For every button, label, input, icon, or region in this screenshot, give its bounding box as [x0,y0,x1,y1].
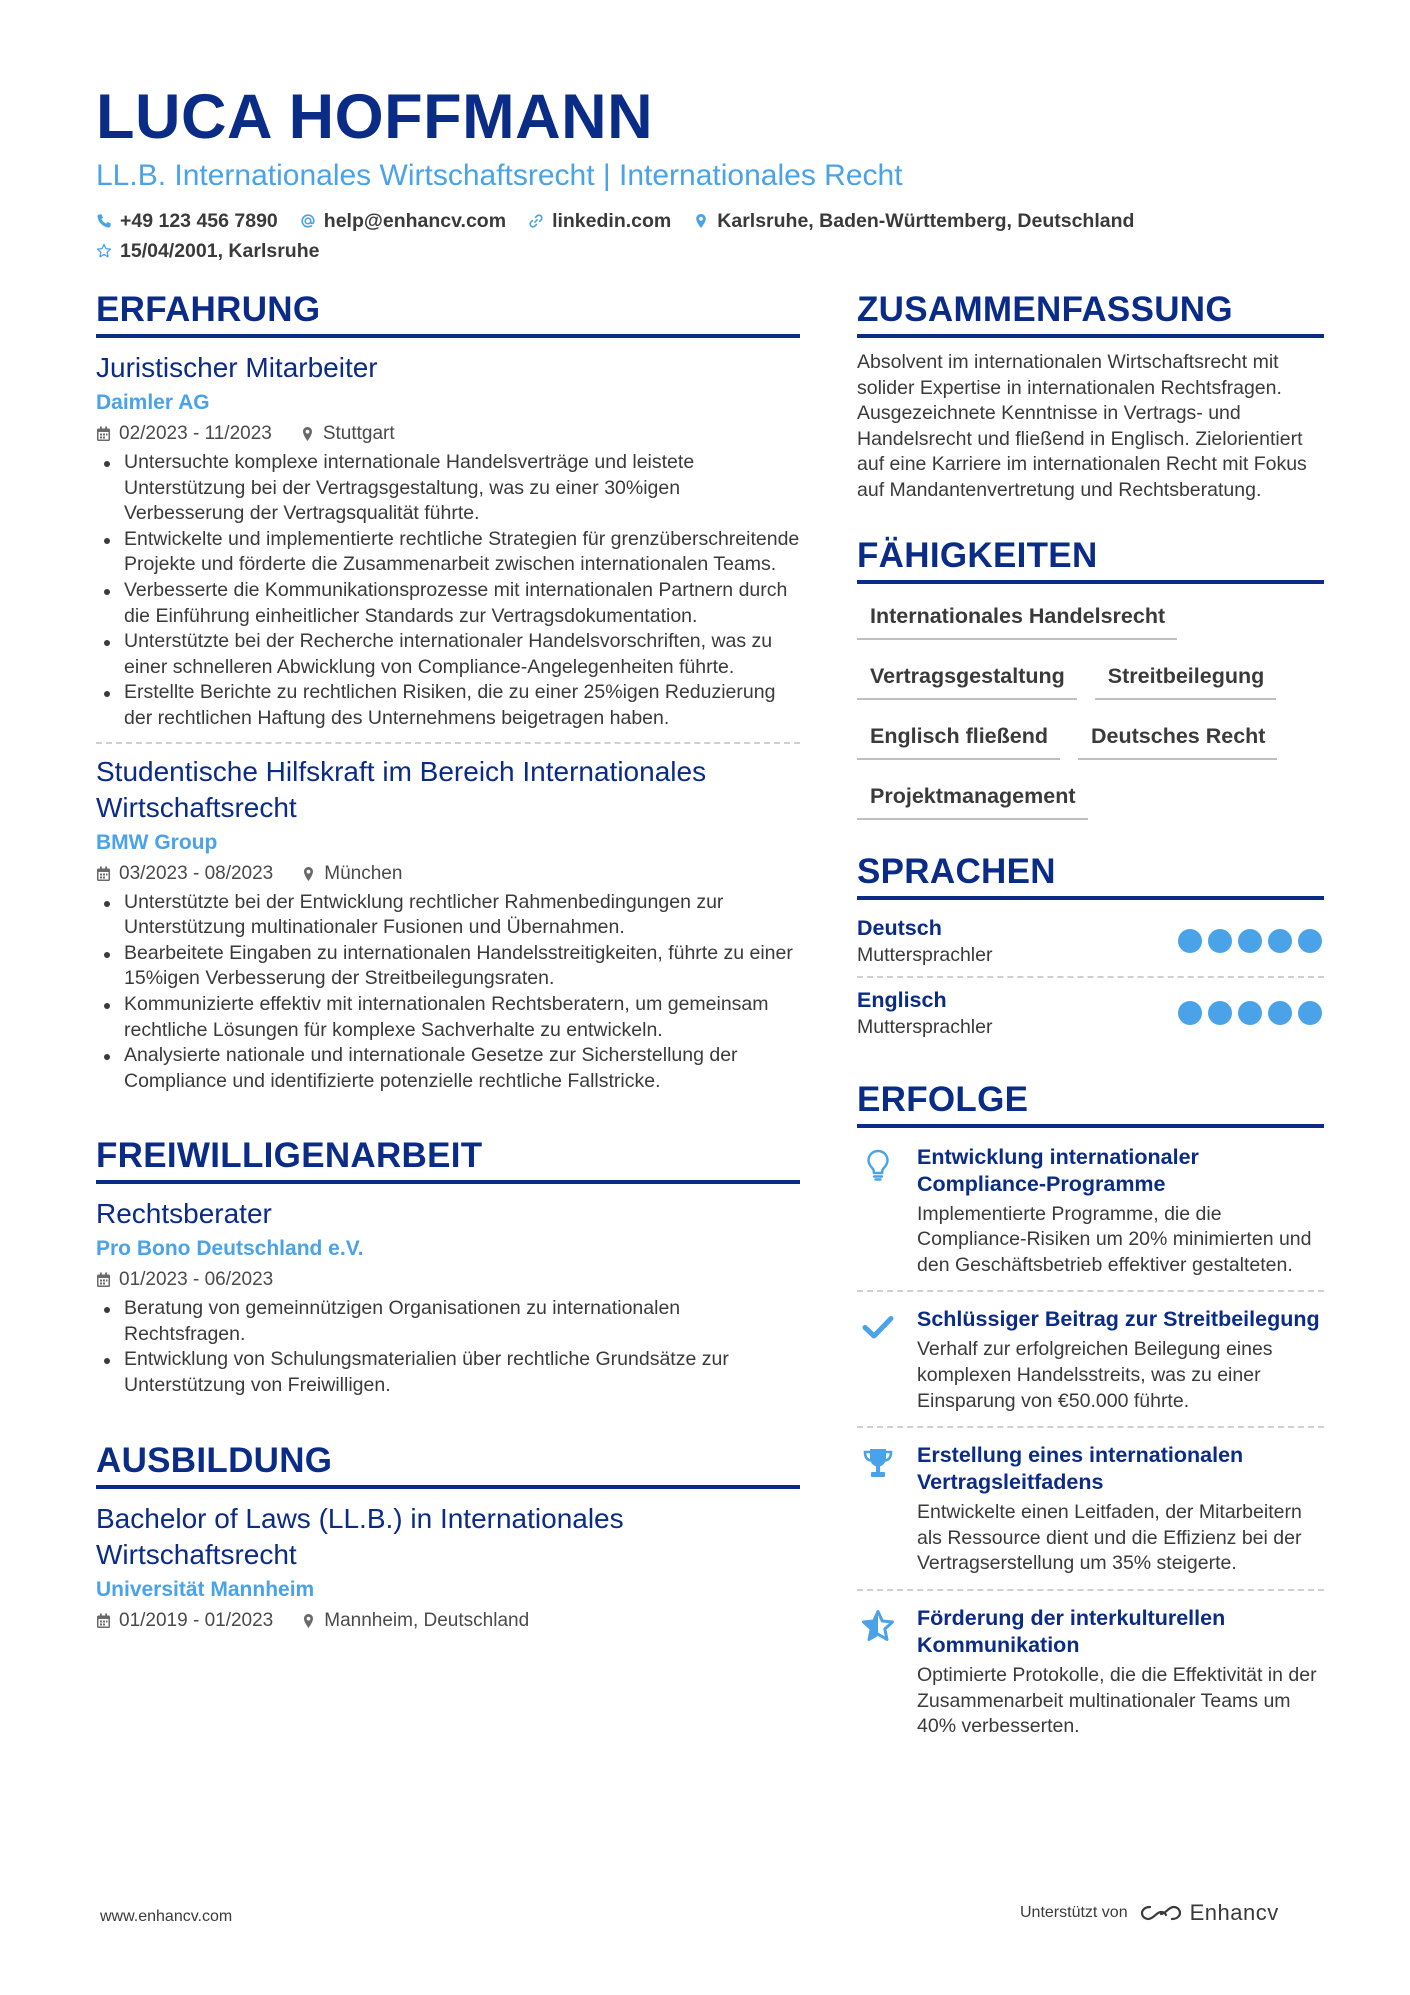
experience-section [96,288,800,1104]
volunteer-role: Rechtsberater [96,1198,272,1230]
language-name: Englisch [857,987,947,1012]
contact-phone[interactable] [96,208,278,234]
contact-email[interactable] [300,208,506,234]
calendar-icon [96,1272,111,1288]
rating-dot [1238,1001,1262,1025]
education-dates-text: 01/2019 - 01/2023 [119,1609,274,1631]
language-rating [1178,929,1322,953]
company-name: Daimler AG [96,391,210,414]
footer-branding [1020,1900,1279,1926]
job-meta [96,420,800,448]
job-title: Studentische Hilfskraft im Bereich Internationales Wirtschaftsrecht [96,755,707,823]
rating-dot [1208,929,1232,953]
volunteer-section [96,1134,800,1408]
bullet-item: Kommunizierte effektiv mit internationalen Rechtsberatern, um gemeinsam rechtliche Lösungen für komplexe Sachverhalte zu entwickeln. [96,992,800,1043]
skill-tag: Internationales Handelsrecht [857,596,1177,640]
language-level: Muttersprachler [857,1015,993,1038]
brand-name: Enhancv [1189,1900,1279,1925]
volunteer-dates-text: 01/2023 - 06/2023 [119,1269,274,1291]
contact-location [693,208,1134,234]
left-column [96,288,800,1675]
achievement-title: Schlüssiger Beitrag zur Streitbeilegung [917,1307,1320,1332]
company-name: BMW Group [96,830,218,854]
skill-tag: Streitbeilegung [1095,656,1276,700]
candidate-headline: LL.B. Internationales Wirtschaftsrecht | Internationales Recht [96,159,903,192]
achievement-entry [857,1426,1324,1589]
volunteer-bullets [96,1296,800,1398]
map-pin-icon [300,426,315,442]
education-entry [96,1501,800,1645]
summary-heading: ZUSAMMENFASSUNG [857,288,1324,338]
map-pin-icon [301,866,316,882]
bullet-item: Entwickelte und implementierte rechtliche Strategien für grenzüberschreitende Projekte und förderte die Zusammenarbeit zwischen internationalen Teams. [96,527,800,578]
experience-heading: ERFAHRUNG [96,288,800,338]
bullet-item: Untersuchte komplexe internationale Handelsverträge und leistete Unterstützung bei der Vertragsgestaltung, was zu einer 30%igen Verbesserung der Vertragsqualität führte. [96,450,800,527]
volunteer-heading: FREIWILLIGENARBEIT [96,1134,800,1184]
job-bullets [96,450,800,732]
bullet-item: Unterstützte bei der Entwicklung rechtlicher Rahmenbedingungen zur Unterstützung multinationaler Fusionen und Übernahmen. [96,890,800,941]
job-dates-text: 02/2023 - 11/2023 [119,423,272,444]
job-location-text: München [324,862,403,884]
education-location-text: Mannheim, Deutschland [324,1609,530,1631]
contact-list [96,208,1316,264]
rating-dot [1298,929,1322,953]
map-pin-icon [301,1613,316,1629]
education-dates [96,1607,273,1635]
experience-entry [96,350,800,742]
volunteer-entry [96,1196,800,1408]
achievement-title: Entwicklung internationaler Compliance-Programme [917,1144,1199,1196]
bullet-item: Bearbeitete Eingaben zu internationalen Handelsstreitigkeiten, führte zu einer 15%igen Verbesserung der Streitbeilegungsraten. [96,941,800,992]
achievement-title: Förderung der interkulturellen Kommunikation [917,1605,1226,1657]
achievement-description: Implementierte Programme, die die Compliance-Risiken um 20% minimierten und den Geschäftsbetrieb effektiver gestalteten. [917,1202,1312,1276]
education-meta [96,1607,800,1635]
achievement-title: Erstellung eines internationalen Vertragsleitfadens [917,1443,1244,1495]
infinity-logo-icon [1138,1901,1184,1925]
achievement-entry [857,1140,1324,1291]
right-column [857,288,1324,1782]
achievement-description: Optimierte Protokolle, die die Effektivität in der Zusammenarbeit multinationaler Teams um 40% verbesserten. [917,1663,1317,1738]
job-bullets [96,890,800,1095]
calendar-icon [96,1613,111,1629]
star-outline-icon [96,243,112,259]
volunteer-meta [96,1266,800,1294]
contact-linkedin-text: linkedin.com [552,210,672,232]
at-sign-icon [300,213,316,229]
calendar-icon [96,866,111,882]
contact-email-text: help@enhancv.com [323,210,507,232]
achievement-description: Entwickelte einen Leitfaden, der Mitarbeitern als Ressource dient und die Effizienz bei der Vertragserstellung um 35% steigerte. [917,1501,1302,1575]
resume-header [96,82,1316,264]
skills-section [857,534,1324,820]
rating-dot [1178,1001,1202,1025]
phone-icon [96,213,112,229]
checkmark-icon [857,1306,899,1414]
calendar-icon [96,426,111,442]
language-rating [1178,1001,1322,1025]
rating-dot [1298,1001,1322,1025]
lightbulb-icon [857,1144,899,1279]
experience-entry [96,742,800,1105]
bullet-item: Beratung von gemeinnützigen Organisationen zu internationalen Rechtsfragen. [96,1296,800,1347]
job-title: Juristischer Mitarbeiter [96,352,378,383]
language-entry [857,976,1324,1048]
languages-heading: SPRACHEN [857,850,1324,900]
contact-location-text: Karlsruhe, Baden-Württemberg, Deutschland [717,210,1135,232]
education-heading: AUSBILDUNG [96,1439,800,1489]
job-location-text: Stuttgart [322,423,395,444]
job-location [300,420,395,448]
bullet-item: Erstellte Berichte zu rechtlichen Risiken, die zu einer 25%igen Reduzierung der rechtlichen Haftung des Unternehmens beigetragen haben. [96,680,800,731]
languages-section [857,850,1324,1048]
powered-by-label: Unterstützt von [1020,1904,1128,1921]
achievement-entry [857,1290,1324,1426]
skill-tag: Vertragsgestaltung [857,656,1077,700]
footer-website[interactable]: www.enhancv.com [100,1908,233,1925]
skill-tag: Projektmanagement [857,776,1088,820]
bullet-item: Entwicklung von Schulungsmaterialien über rechtliche Grundsätze zur Unterstützung von Freiwilligen. [96,1347,800,1398]
trophy-icon [857,1442,899,1577]
bullet-item: Analysierte nationale und internationale Gesetze zur Sicherstellung der Compliance und identifizierte potenzielle rechtliche Fallstricke. [96,1043,800,1094]
contact-phone-text: +49 123 456 7890 [120,210,278,232]
job-dates [96,420,272,448]
achievement-entry [857,1589,1324,1752]
skills-list [857,596,1324,820]
link-icon [528,213,544,229]
job-dates [96,860,273,888]
language-name: Deutsch [857,915,942,940]
map-pin-icon [693,213,709,229]
skills-heading: FÄHIGKEITEN [857,534,1324,584]
job-meta [96,860,800,888]
achievement-description: Verhalf zur erfolgreichen Beilegung eines komplexen Handelsstreits, was zu einer Einsparung von €50.000 führte. [917,1338,1273,1412]
rating-dot [1208,1001,1232,1025]
rating-dot [1178,929,1202,953]
job-location [301,860,402,888]
bullet-item: Unterstützte bei der Recherche internationaler Handelsvorschriften, was zu einer schnelleren Abwicklung von Compliance-Angelegenheiten führte. [96,629,800,680]
education-section [96,1439,800,1645]
language-level: Muttersprachler [857,943,993,966]
skill-tag: Englisch fließend [857,716,1060,760]
summary-text: Absolvent im internationalen Wirtschaftsrecht mit solider Expertise in internationalen Rechtsfragen. Ausgezeichnete Kenntnisse in Vertrags- und Handelsrecht und fließend in Englisch. Zielorientiert auf eine Karriere im internationalen Recht mit Fokus auf Mandantenvertretung und Rechtsberatung. [857,351,1307,501]
achievements-heading: ERFOLGE [857,1078,1324,1128]
job-dates-text: 03/2023 - 08/2023 [119,862,274,884]
contact-birth-text: 15/04/2001, Karlsruhe [120,240,320,262]
achievements-section [857,1078,1324,1752]
summary-section [857,288,1324,504]
rating-dot [1238,929,1262,953]
candidate-name: LUCA HOFFMANN [96,82,654,152]
star-icon [857,1605,899,1740]
rating-dot [1268,1001,1292,1025]
language-entry [857,912,1324,976]
education-location [301,1607,529,1635]
degree-title: Bachelor of Laws (LL.B.) in Internationales Wirtschaftsrecht [96,1502,624,1570]
school-name: Universität Mannheim [96,1577,315,1601]
volunteer-dates [96,1266,273,1294]
rating-dot [1268,929,1292,953]
bullet-item: Verbesserte die Kommunikationsprozesse mit internationalen Partnern durch die Einführung einheitlicher Standards zur Vertragsdokumentation. [96,578,800,629]
contact-linkedin[interactable] [528,208,671,234]
enhancv-logo[interactable] [1138,1900,1279,1926]
contact-birth [96,238,319,264]
organization-name: Pro Bono Deutschland e.V. [96,1237,364,1261]
skill-tag: Deutsches Recht [1078,716,1277,760]
